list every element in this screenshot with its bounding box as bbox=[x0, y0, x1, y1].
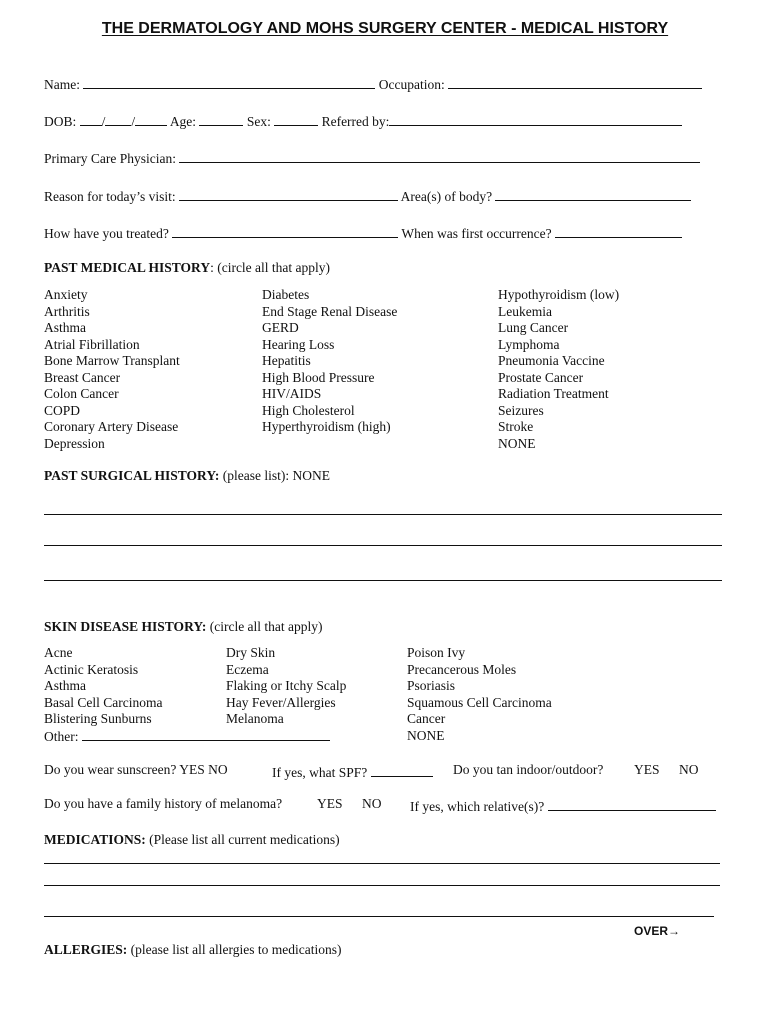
past-surgical-heading bbox=[44, 468, 330, 484]
skin-condition-option[interactable]: Actinic Keratosis bbox=[44, 661, 139, 677]
skin-condition-option[interactable]: Psoriasis bbox=[407, 678, 456, 693]
medications-line[interactable] bbox=[44, 916, 714, 917]
melanoma-no-option[interactable]: NO bbox=[362, 796, 382, 811]
dob-separator: / bbox=[131, 114, 136, 129]
medical-condition-option[interactable]: High Blood Pressure bbox=[262, 369, 375, 385]
medical-condition-option[interactable]: GERD bbox=[262, 320, 299, 335]
medications-note: (Please list all current medications) bbox=[149, 832, 340, 847]
medical-condition-option[interactable]: Diabetes bbox=[262, 287, 310, 302]
medical-condition-option[interactable]: Stroke bbox=[498, 419, 534, 434]
past-medical-col-3 bbox=[498, 287, 619, 452]
allergies-note: (please list all allergies to medications) bbox=[130, 942, 342, 957]
medications-line[interactable] bbox=[44, 885, 720, 886]
dob-year-field[interactable] bbox=[135, 111, 167, 126]
medical-condition-option[interactable]: Anxiety bbox=[44, 287, 88, 302]
surgical-line[interactable] bbox=[44, 580, 722, 581]
medical-condition-option[interactable]: End Stage Renal Disease bbox=[262, 303, 398, 319]
first-occurrence-label: When was first occurrence? bbox=[401, 226, 552, 241]
medical-condition-option[interactable]: Atrial Fibrillation bbox=[44, 336, 140, 352]
skin-disease-note: (circle all that apply) bbox=[209, 619, 323, 634]
referred-by-field[interactable] bbox=[389, 111, 682, 126]
spf-field[interactable] bbox=[371, 762, 433, 777]
medical-condition-option[interactable]: COPD bbox=[44, 402, 81, 418]
treated-field[interactable] bbox=[172, 223, 398, 238]
name-field[interactable] bbox=[83, 74, 375, 89]
skin-condition-option[interactable]: NONE bbox=[407, 727, 445, 743]
skin-condition-option[interactable]: Eczema bbox=[226, 661, 269, 677]
occupation-label: Occupation: bbox=[378, 77, 445, 92]
occupation-field[interactable] bbox=[448, 74, 702, 89]
medical-condition-option[interactable]: Asthma bbox=[44, 320, 86, 335]
past-medical-col-2 bbox=[262, 287, 397, 436]
past-surgical-note: (please list): NONE bbox=[222, 468, 330, 483]
medical-condition-option[interactable]: HIV/AIDS bbox=[262, 386, 322, 401]
medical-condition-option[interactable]: High Cholesterol bbox=[262, 402, 355, 418]
medical-condition-option[interactable]: Bone Marrow Transplant bbox=[44, 353, 180, 368]
dob-label: DOB: bbox=[44, 114, 77, 129]
tan-no-option[interactable]: NO bbox=[679, 762, 699, 777]
areas-field[interactable] bbox=[495, 186, 691, 201]
skin-disease-col-2 bbox=[226, 645, 346, 728]
skin-condition-option[interactable]: Basal Cell Carcinoma bbox=[44, 694, 163, 710]
pcp-row bbox=[44, 148, 700, 167]
medical-condition-option[interactable]: Hyperthyroidism (high) bbox=[262, 419, 391, 434]
pcp-label: Primary Care Physician: bbox=[44, 151, 176, 166]
over-indicator: OVER→ bbox=[634, 924, 681, 938]
medications-heading bbox=[44, 832, 340, 848]
allergies-title: ALLERGIES: bbox=[44, 942, 128, 957]
reason-label: Reason for today’s visit: bbox=[44, 189, 176, 204]
name-label: Name: bbox=[44, 77, 80, 92]
medical-condition-option[interactable]: Seizures bbox=[498, 402, 544, 418]
surgical-line[interactable] bbox=[44, 545, 722, 546]
medical-condition-option[interactable]: Hypothyroidism (low) bbox=[498, 287, 620, 302]
past-medical-heading bbox=[44, 260, 330, 276]
medical-condition-option[interactable]: Pneumonia Vaccine bbox=[498, 353, 605, 368]
skin-condition-option[interactable]: Acne bbox=[44, 645, 73, 660]
melanoma-yes-option[interactable]: YES bbox=[317, 796, 343, 811]
medical-condition-option[interactable]: Lymphoma bbox=[498, 336, 560, 352]
relatives-row bbox=[410, 796, 716, 815]
relatives-field[interactable] bbox=[548, 796, 716, 811]
medical-condition-option[interactable]: Breast Cancer bbox=[44, 369, 121, 385]
referred-by-label: Referred by: bbox=[321, 114, 390, 129]
dob-month-field[interactable] bbox=[80, 111, 102, 126]
skin-condition-option[interactable]: Flaking or Itchy Scalp bbox=[226, 678, 347, 693]
first-occurrence-field[interactable] bbox=[555, 223, 682, 238]
spf-row bbox=[272, 762, 433, 781]
treated-label: How have you treated? bbox=[44, 226, 169, 241]
skin-disease-col-3 bbox=[407, 645, 552, 744]
other-row bbox=[44, 728, 330, 746]
skin-disease-heading bbox=[44, 619, 323, 635]
surgical-line[interactable] bbox=[44, 514, 722, 515]
dob-separator: / bbox=[101, 114, 106, 129]
dob-day-field[interactable] bbox=[105, 111, 131, 126]
tan-yes-option[interactable]: YES bbox=[634, 762, 660, 777]
page-title: THE DERMATOLOGY AND MOHS SURGERY CENTER - MEDICAL HISTORY bbox=[101, 20, 669, 37]
skin-condition-option[interactable]: Poison Ivy bbox=[407, 645, 466, 660]
areas-label: Area(s) of body? bbox=[400, 189, 493, 204]
skin-condition-option[interactable]: Hay Fever/Allergies bbox=[226, 694, 336, 710]
other-label: Other: bbox=[44, 728, 79, 744]
medical-condition-option[interactable]: Hearing Loss bbox=[262, 336, 335, 352]
reason-row bbox=[44, 186, 691, 205]
medical-condition-option[interactable]: Leukemia bbox=[498, 303, 552, 319]
medications-title: MEDICATIONS: bbox=[44, 832, 146, 847]
past-surgical-title: PAST SURGICAL HISTORY: bbox=[44, 468, 220, 483]
medical-condition-option[interactable]: Depression bbox=[44, 435, 105, 451]
relatives-label: If yes, which relative(s)? bbox=[410, 799, 545, 814]
spf-label: If yes, what SPF? bbox=[272, 765, 368, 780]
dob-row bbox=[44, 111, 682, 130]
melanoma-question: Do you have a family history of melanoma? bbox=[44, 796, 283, 811]
reason-field[interactable] bbox=[179, 186, 398, 201]
skin-condition-option[interactable]: Melanoma bbox=[226, 711, 284, 726]
skin-condition-option[interactable]: Squamous Cell Carcinoma bbox=[407, 694, 552, 710]
allergies-heading bbox=[44, 942, 341, 958]
past-medical-note: : (circle all that apply) bbox=[210, 260, 331, 275]
medical-condition-option[interactable]: Lung Cancer bbox=[498, 320, 569, 335]
pcp-field[interactable] bbox=[179, 148, 700, 163]
skin-condition-option[interactable]: Dry Skin bbox=[226, 645, 276, 660]
medical-condition-option[interactable]: Prostate Cancer bbox=[498, 369, 584, 385]
medical-condition-option[interactable]: NONE bbox=[498, 435, 536, 451]
skin-condition-option[interactable]: Blistering Sunburns bbox=[44, 711, 152, 726]
sex-field[interactable] bbox=[274, 111, 318, 126]
medical-condition-option[interactable]: Coronary Artery Disease bbox=[44, 419, 179, 434]
age-label: Age: bbox=[169, 114, 197, 129]
medications-line[interactable] bbox=[44, 863, 720, 864]
age-field[interactable] bbox=[199, 111, 243, 126]
medical-condition-option[interactable]: Radiation Treatment bbox=[498, 386, 609, 401]
medical-condition-option[interactable]: Arthritis bbox=[44, 303, 90, 319]
medical-condition-option[interactable]: Hepatitis bbox=[262, 353, 311, 368]
sunscreen-question[interactable]: Do you wear sunscreen? YES NO bbox=[44, 762, 228, 777]
skin-condition-option[interactable]: Asthma bbox=[44, 678, 86, 693]
treated-row bbox=[44, 223, 682, 242]
skin-condition-option[interactable]: Precancerous Moles bbox=[407, 661, 517, 677]
tan-question: Do you tan indoor/outdoor? bbox=[453, 762, 604, 777]
other-field[interactable] bbox=[82, 728, 330, 741]
name-row bbox=[44, 74, 702, 93]
past-medical-title: PAST MEDICAL HISTORY bbox=[44, 260, 211, 275]
medical-condition-option[interactable]: Colon Cancer bbox=[44, 386, 119, 401]
skin-condition-option[interactable]: Cancer bbox=[407, 711, 446, 726]
past-medical-col-1 bbox=[44, 287, 180, 452]
skin-disease-title: SKIN DISEASE HISTORY: bbox=[44, 619, 207, 634]
sex-label: Sex: bbox=[246, 114, 271, 129]
